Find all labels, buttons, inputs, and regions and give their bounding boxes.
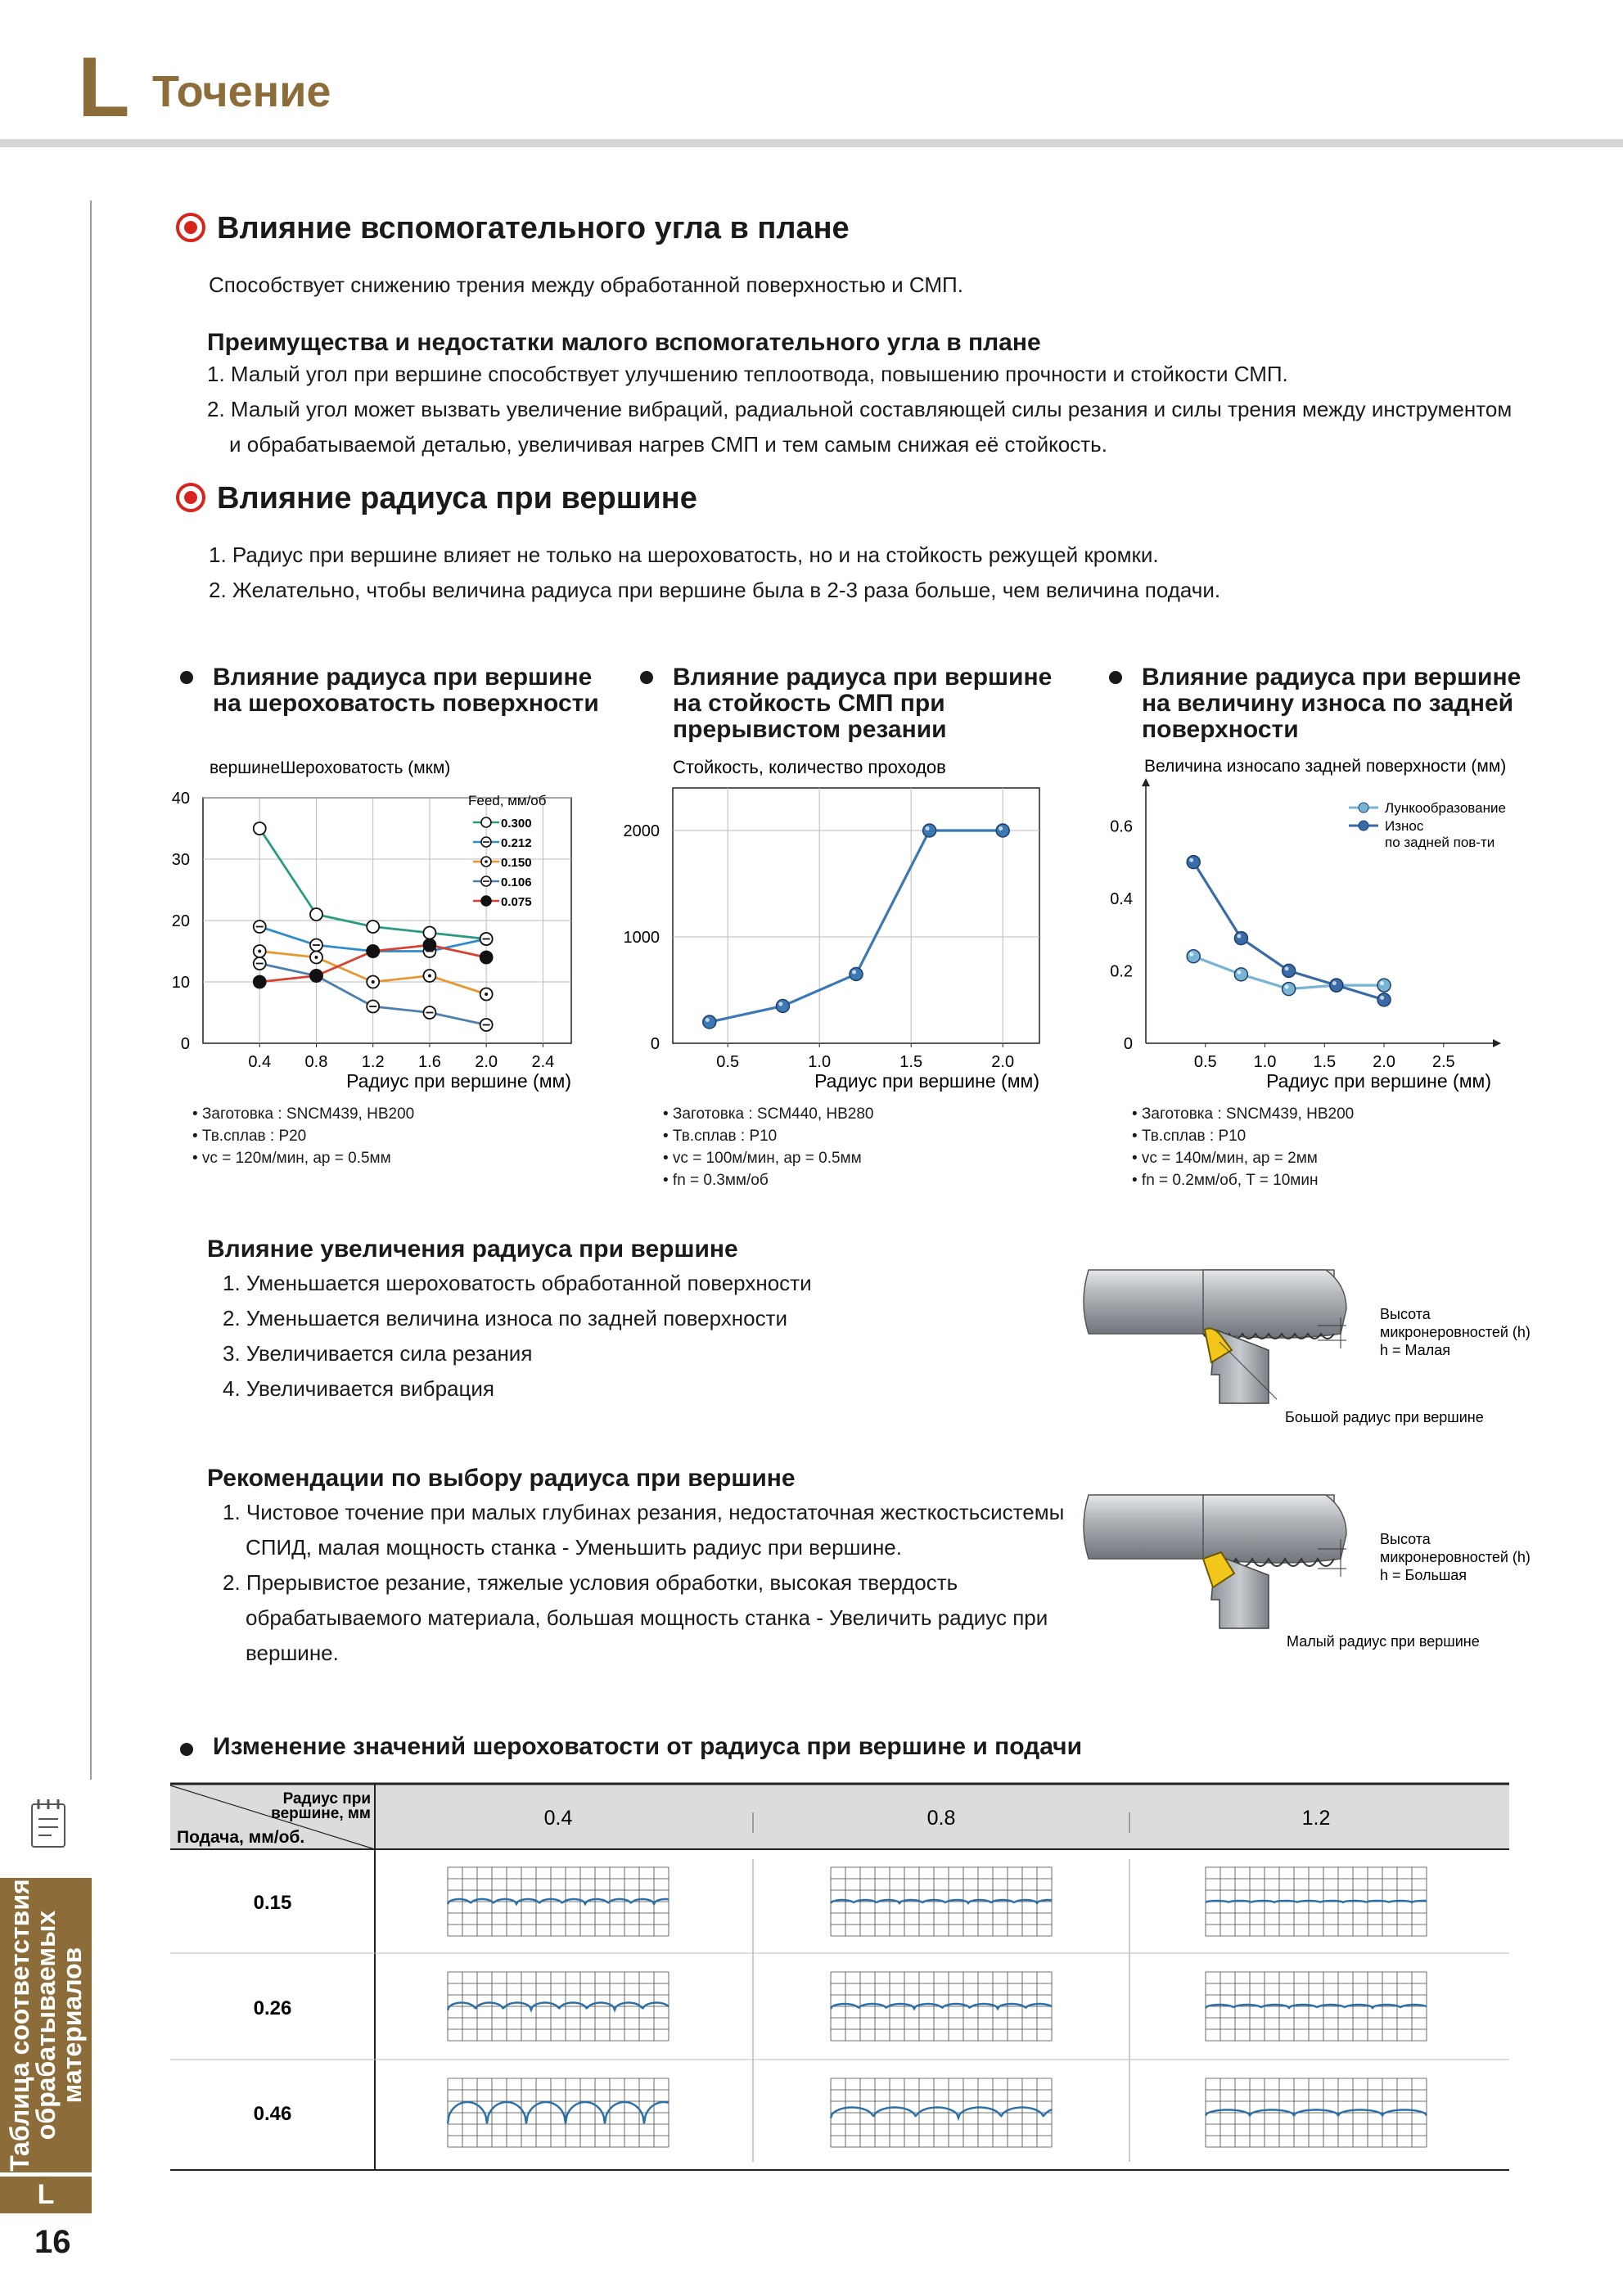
section2-heading: [176, 483, 697, 514]
section1-intro: Способствует снижению трения между обработанной поверхностью и СМП.: [209, 272, 963, 297]
data-point: [1234, 968, 1247, 981]
y-tick-label: 0: [650, 1035, 660, 1053]
legend-label: 0.106: [501, 876, 532, 889]
data-point: [254, 976, 266, 988]
tool-life-chart: [622, 749, 1064, 1101]
data-point: [423, 939, 435, 952]
page-number: 16: [34, 2224, 71, 2260]
effects-item: 1. Уменьшается шероховатость обработанной поверхности: [223, 1271, 812, 1295]
chart3-note: • Заготовка : SNCM439, HB200: [1132, 1105, 1355, 1123]
data-point: [480, 952, 493, 964]
chart1-note: • vc = 120м/мин, ap = 0.5мм: [192, 1150, 391, 1167]
legend-label: 0.212: [501, 836, 532, 850]
flank-wear-chart: [1097, 749, 1522, 1101]
row-header: 0.15: [253, 1892, 292, 1914]
roughness-chart: [164, 749, 589, 1101]
legend-marker: [1359, 821, 1368, 831]
data-point: [423, 927, 435, 939]
diagram1-label: Высота: [1380, 1306, 1431, 1322]
data-point: [1187, 950, 1200, 963]
x-tick-label: 2.0: [991, 1053, 1015, 1071]
section-tab-letter: L: [0, 2177, 92, 2213]
effects-item: 2. Уменьшается величина износа по задней поверхности: [223, 1306, 788, 1330]
row-header: 0.46: [253, 2103, 292, 2125]
x-tick-label: 1.5: [899, 1053, 923, 1071]
y-tick-label: 2000: [623, 822, 660, 840]
chart1-xlabel: Радиус при вершине (мм): [346, 1070, 571, 1092]
data-point: [1377, 979, 1391, 992]
chart3-note: • fn = 0.2мм/об, T = 10мин: [1132, 1172, 1319, 1189]
bullet-icon: [180, 671, 193, 684]
data-point: [1283, 983, 1296, 996]
series-line: [1193, 862, 1384, 1000]
y-tick-label: 0: [1123, 1035, 1133, 1053]
axis-arrow-icon: [1493, 1039, 1501, 1047]
table-title: [180, 1735, 1082, 1759]
chart3-title-line: поверхности: [1142, 716, 1299, 743]
page-title: Точение: [152, 67, 331, 116]
point-highlight: [926, 826, 930, 831]
corner-top-label: вершине, мм: [271, 1805, 371, 1822]
column-header: 0.8: [926, 1807, 956, 1830]
y-tick-label: 0.6: [1110, 817, 1133, 836]
section1-item-2: 2. Малый угол может вызвать увеличение вибраций, радиальной составляющей силы резания и силы трения между инструментом: [207, 397, 1513, 421]
corner-top-label: Радиус при: [282, 1790, 371, 1808]
point-highlight: [1332, 981, 1337, 985]
section-tab-line: обрабатываемых: [31, 1910, 61, 2141]
chart1-legend-title: Feed, мм/об: [468, 793, 547, 808]
chart1-ylabel: вершинеШероховатость (мкм): [210, 759, 451, 777]
y-tick-label: 0.2: [1110, 962, 1133, 981]
chart3-title-line: на величину износа по задней: [1142, 690, 1514, 717]
chart2-note: • vc = 100м/мин, ap = 0.5мм: [663, 1150, 862, 1167]
section1-item-2-cont: и обрабатываемой деталью, увеличивая нагрев СМП и тем самым снижая её стойкость.: [229, 432, 1107, 457]
section2-item-1: 1. Радиус при вершине влияет не только на шероховатость, но и на стойкость режущей кромки.: [209, 542, 1159, 567]
left-margin-rule: [90, 200, 92, 1780]
chart3-note: • Тв.сплав : P10: [1132, 1128, 1247, 1145]
data-point: [1283, 964, 1296, 977]
section2-item-2: 2. Желательно, чтобы величина радиуса при вершине была в 2-3 раза больше, чем величина подачи.: [209, 578, 1221, 602]
point-highlight: [1380, 981, 1384, 985]
section-tab-line: Таблица соответствия: [5, 1879, 34, 2172]
chart2-title-line: на стойкость СМП при: [673, 690, 945, 717]
legend-marker: [481, 817, 491, 827]
section-tab-label: [7, 1879, 85, 2171]
legend-marker: [481, 896, 491, 906]
chart1-title: [180, 664, 599, 717]
data-point: [254, 822, 266, 835]
chart1-note: • Заготовка : SNCM439, HB200: [192, 1105, 415, 1123]
point-highlight: [1237, 934, 1241, 939]
marker-detail: [314, 956, 318, 959]
legend-label: 0.075: [501, 895, 532, 909]
table-title-text: Изменение значений шероховатости от радиуса при вершине и подачи: [213, 1733, 1083, 1760]
y-tick-label: 0: [180, 1035, 190, 1053]
chart2-title: [640, 664, 1052, 743]
series-line: [710, 831, 1003, 1022]
x-tick-label: 2.0: [1373, 1053, 1395, 1071]
y-tick-label: 30: [171, 851, 190, 869]
recommend-line: 2. Прерывистое резание, тяжелые условия обработки, высокая твердость: [223, 1570, 958, 1595]
data-point: [310, 970, 322, 982]
legend-label: 0.300: [501, 817, 532, 831]
legend-label: по задней пов-ти: [1385, 835, 1495, 850]
effects-heading: Влияние увеличения радиуса при вершине: [207, 1236, 738, 1263]
data-point: [703, 1015, 716, 1029]
point-highlight: [1285, 966, 1289, 970]
workpiece-end: [1203, 1270, 1346, 1338]
point-highlight: [999, 826, 1003, 831]
bullet-icon: [640, 671, 653, 684]
data-point: [367, 921, 379, 933]
y-tick-label: 10: [171, 974, 190, 992]
section-tab-line: материалов: [57, 1947, 87, 2104]
chart3-title-line: Влияние радиуса при вершине: [1142, 664, 1522, 691]
recommend-line: обрабатываемого материала, большая мощность станка - Увеличить радиус при: [246, 1605, 1048, 1630]
legend-label: 0.150: [501, 856, 532, 870]
chart2-note: • Тв.сплав : P10: [663, 1128, 778, 1145]
y-tick-label: 1000: [623, 929, 660, 947]
x-tick-label: 0.4: [248, 1053, 272, 1071]
legend-marker: [1359, 803, 1368, 813]
marker-detail: [372, 980, 375, 984]
x-tick-label: 2.4: [531, 1053, 555, 1071]
data-point: [776, 1000, 789, 1013]
data-point: [850, 968, 863, 981]
data-point: [923, 824, 936, 837]
diagram2-label: микронеровностей (h): [1380, 1549, 1531, 1565]
data-point: [996, 824, 1009, 837]
data-point: [1187, 856, 1200, 869]
x-tick-label: 2.5: [1431, 1053, 1455, 1071]
marker-detail: [258, 950, 261, 953]
legend-label: Лункообразование: [1385, 800, 1506, 816]
chart3-xlabel: Радиус при вершине (мм): [1266, 1070, 1491, 1092]
data-point: [1377, 993, 1391, 1006]
x-tick-label: 0.5: [716, 1053, 740, 1071]
roughness-table: [170, 1777, 1511, 2178]
x-tick-label: 0.8: [304, 1053, 328, 1071]
axis-arrow-icon: [1142, 778, 1150, 786]
section-tab[interactable]: [0, 1878, 92, 2172]
legend-label: Износ: [1385, 818, 1424, 834]
point-highlight: [1285, 985, 1289, 989]
corner-bottom-label: Подача, мм/об.: [177, 1828, 305, 1847]
diagram1-label: h = Малая: [1380, 1342, 1450, 1358]
point-highlight: [852, 970, 856, 975]
effects-item: 4. Увеличивается вибрация: [223, 1376, 494, 1401]
small-radius-diagram: [1080, 1485, 1571, 1657]
bullet-icon: [1109, 671, 1122, 684]
diagram2-label: h = Большая: [1380, 1567, 1467, 1583]
target-icon: [176, 213, 205, 242]
effects-item: 3. Увеличивается сила резания: [223, 1341, 533, 1366]
marker-detail: [428, 975, 431, 978]
section1-subheading: Преимущества и недостатки малого вспомогательного угла в плане: [207, 329, 1041, 356]
x-tick-label: 1.0: [1253, 1053, 1277, 1071]
chart2-note: • fn = 0.3мм/об: [663, 1172, 769, 1189]
header-divider: [0, 139, 1623, 147]
data-point: [367, 945, 379, 957]
diagram2-caption: Малый радиус при вершине: [1287, 1633, 1480, 1650]
chart3-ylabel: Величина износапо задней поверхности (мм): [1144, 757, 1507, 776]
point-highlight: [778, 1002, 782, 1006]
chart2-notes: [663, 1103, 874, 1191]
recommend-heading: Рекомендации по выбору радиуса при вершине: [207, 1465, 796, 1492]
workpiece-end: [1203, 1495, 1346, 1563]
diagram2-label: Высота: [1380, 1531, 1431, 1547]
point-highlight: [1237, 970, 1241, 975]
point-highlight: [1380, 996, 1384, 1000]
data-point: [310, 908, 322, 921]
x-tick-label: 0.5: [1193, 1053, 1217, 1071]
chart1-title-line: Влияние радиуса при вершине: [213, 664, 593, 691]
x-tick-label: 1.2: [361, 1053, 385, 1071]
point-highlight: [706, 1018, 710, 1022]
chart2-ylabel: Стойкость, количество проходов: [673, 757, 946, 777]
chart3-title: [1109, 664, 1521, 743]
chart3-notes: [1132, 1103, 1354, 1191]
column-header: 0.4: [543, 1807, 573, 1830]
y-tick-label: 40: [171, 790, 190, 808]
section1-heading: [176, 213, 850, 244]
diagram1-caption: Боьшой радиус при вершине: [1285, 1409, 1484, 1425]
point-highlight: [1189, 858, 1193, 862]
section1-item-1: 1. Малый угол при вершине способствует улучшению теплоотвода, повышению прочности и стойкости СМП.: [207, 362, 1288, 386]
chart1-note: • Тв.сплав : P20: [192, 1128, 307, 1145]
bullet-icon: [180, 1743, 193, 1756]
x-tick-label: 1.5: [1313, 1053, 1337, 1071]
chart2-title-line: прерывистом резании: [673, 716, 947, 743]
chapter-letter: L: [78, 40, 130, 135]
row-header: 0.26: [253, 1997, 292, 2019]
chart2-xlabel: Радиус при вершине (мм): [814, 1070, 1039, 1092]
y-tick-label: 20: [171, 912, 190, 930]
roughness-profile: [1206, 1901, 1427, 1902]
chart2-title-line: Влияние радиуса при вершине: [673, 664, 1053, 691]
chart2-note: • Заготовка : SCM440, HB280: [663, 1105, 874, 1123]
data-point: [1330, 979, 1343, 992]
target-icon: [176, 483, 205, 512]
x-tick-label: 1.6: [418, 1053, 441, 1071]
section2-heading-text: Влияние радиуса при вершине: [217, 481, 697, 515]
recommend-line: СПИД, малая мощность станка - Уменьшить радиус при вершине.: [246, 1535, 902, 1560]
chart3-note: • vc = 140м/мин, ap = 2мм: [1132, 1150, 1318, 1167]
point-highlight: [1189, 952, 1193, 957]
chart1-notes: [192, 1103, 414, 1169]
notebook-icon: [29, 1796, 70, 1853]
section1-heading-text: Влияние вспомогательного угла в плане: [217, 211, 850, 245]
data-point: [1234, 932, 1247, 945]
x-tick-label: 2.0: [475, 1053, 498, 1071]
diagram1-label: микронеровностей (h): [1380, 1324, 1531, 1340]
marker-detail: [485, 993, 488, 996]
recommend-line: вершине.: [246, 1641, 339, 1665]
marker-detail: [485, 860, 488, 863]
chart1-title-line: на шероховатость поверхности: [213, 690, 599, 717]
y-tick-label: 0.4: [1110, 889, 1133, 908]
large-radius-diagram: [1080, 1260, 1571, 1432]
x-tick-label: 1.0: [808, 1053, 832, 1071]
column-header: 1.2: [1301, 1807, 1331, 1830]
recommend-line: 1. Чистовое точение при малых глубинах резания, недостаточная жесткостьсистемы: [223, 1500, 1065, 1524]
